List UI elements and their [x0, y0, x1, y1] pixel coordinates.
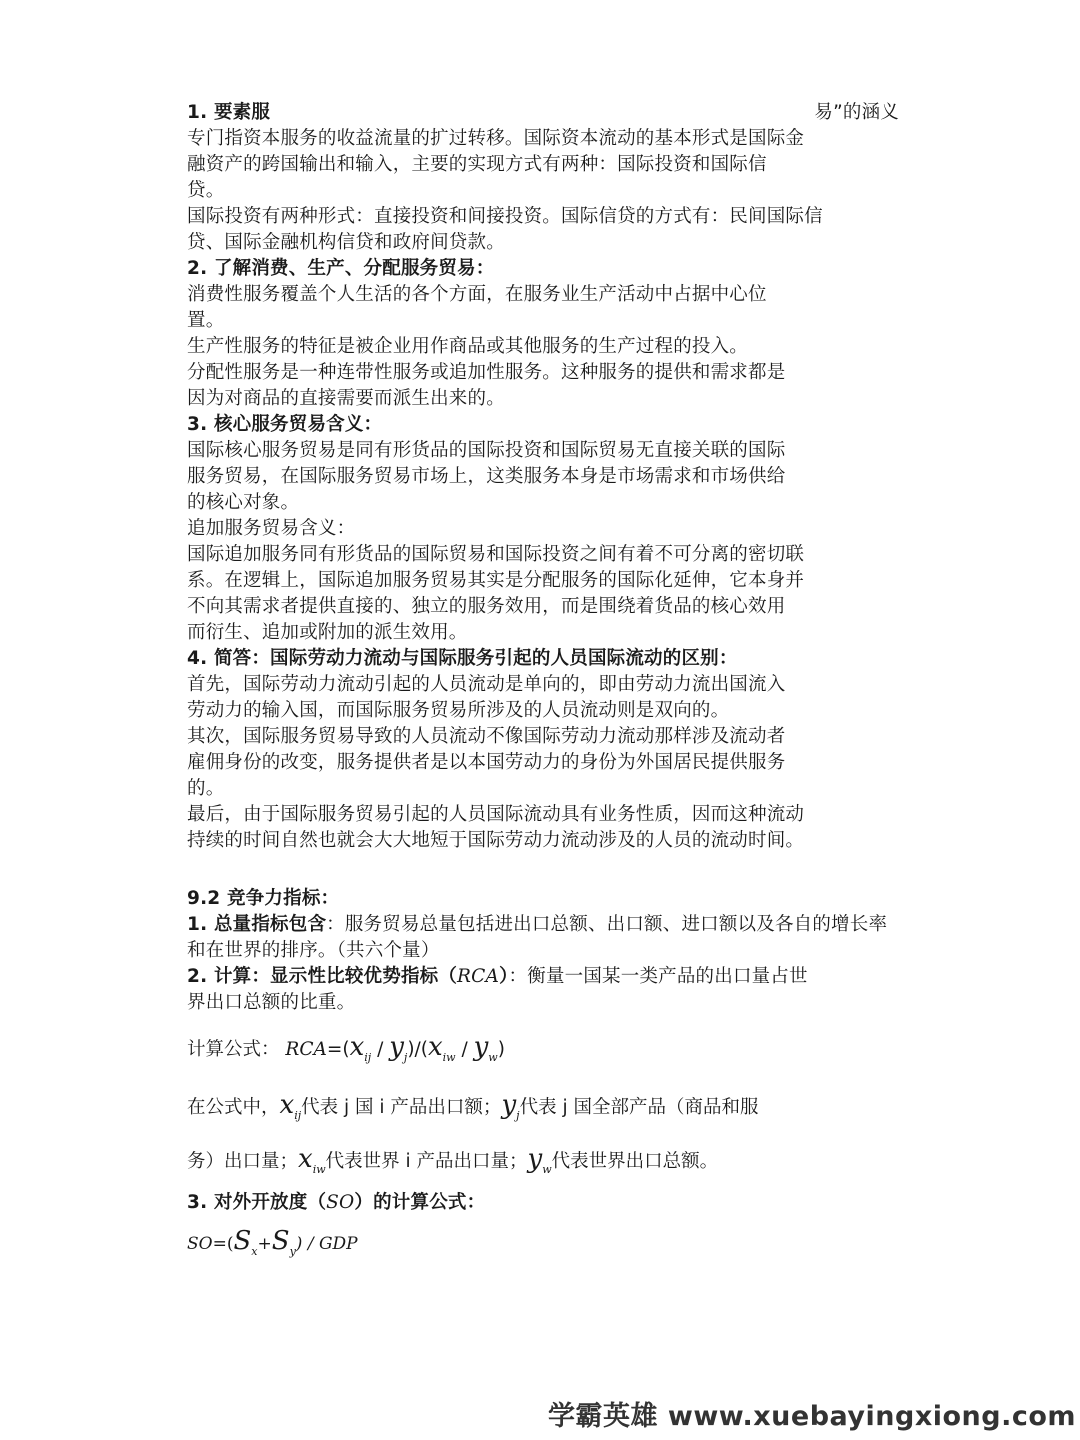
paragraph: 持续的时间自然也就会大大地短于国际劳动力流动涉及的人员的流动时间。	[187, 830, 805, 851]
paragraph: 首先，国际劳动力流动引起的人员流动是单向的，即由劳动力流出国流入	[187, 674, 786, 695]
so-formula	[187, 1226, 899, 1260]
symbol-yw: y	[527, 1144, 543, 1174]
so-s: S	[233, 1226, 252, 1256]
formula-explanation-line-1	[187, 1090, 899, 1126]
paragraph: 雇佣身份的改变，服务提供者是以本国劳动力的身份为外国居民提供服务	[187, 752, 786, 773]
item-2-label: 2. 计算：显示性比较优势指标（	[187, 966, 458, 987]
so-eq: =(	[212, 1234, 234, 1254]
item-1-text: ：服务贸易总量包括进出口总额、出口额、进口额以及各自的增长率	[326, 914, 888, 935]
so-heading-post: ）的计算公式：	[354, 1192, 486, 1213]
item-1-label: 1. 总量指标包含	[187, 914, 327, 935]
paragraph: 贷、国际金融机构信贷和政府间贷款。	[187, 232, 505, 253]
watermark: 学霸英雄 www.xuebayingxiong.com	[548, 1401, 1077, 1432]
symbol-xw: x	[298, 1144, 313, 1174]
section-4-heading: 4. 简答：国际劳动力流动与国际服务引起的人员国际流动的区别：	[187, 648, 738, 669]
symbol-x-sub: ij	[294, 1109, 302, 1122]
section-1-heading-right: 易”的涵义	[814, 102, 899, 123]
formula-label: 计算公式：	[187, 1039, 280, 1060]
so-sy: y	[289, 1245, 296, 1258]
paragraph: 生产性服务的特征是被企业用作商品或其他服务的生产过程的投入。	[187, 336, 749, 357]
paragraph: 置。	[187, 310, 225, 331]
section-1-heading-left: 1. 要素服	[187, 102, 271, 123]
section-3-heading: 3. 核心服务贸易含义：	[187, 414, 383, 435]
formula-x: x	[349, 1032, 365, 1062]
symbol-y: y	[501, 1090, 517, 1120]
section-9-2-heading: 9.2 竞争力指标：	[187, 888, 340, 909]
paragraph: 界出口总额的比重。	[187, 992, 356, 1013]
section-2-heading: 2. 了解消费、生产、分配服务贸易：	[187, 258, 495, 279]
item-2-text: ：衡量一国某一类产品的出口量占世	[508, 966, 808, 987]
rca-formula	[187, 1032, 899, 1068]
item-2-close: ）	[499, 966, 509, 987]
symbol-xw-sub: iw	[312, 1163, 326, 1176]
paragraph: 专门指资本服务的收益流量的扩过转移。国际资本流动的基本形式是国际金	[187, 128, 805, 149]
so-plus: +	[257, 1234, 272, 1254]
formula-lhs: RCA	[285, 1039, 327, 1060]
symbol-x: x	[279, 1090, 295, 1120]
paragraph: 和在世界的排序。（共六个量）	[187, 940, 440, 961]
paragraph: 贷。	[187, 180, 225, 201]
paragraph: 国际核心服务贸易是同有形货品的国际投资和国际贸易无直接关联的国际	[187, 440, 786, 461]
formula-y: y	[389, 1032, 404, 1062]
formula-yw: y	[473, 1032, 489, 1062]
section-1-heading	[187, 100, 899, 126]
explain-text: 代表世界 i 产品出口量；	[325, 1151, 528, 1172]
paragraph: 最后，由于国际服务贸易引起的人员国际流动具有业务性质，因而这种流动	[187, 804, 805, 825]
paragraph: 的核心对象。	[187, 492, 300, 513]
symbol-y-sub: j	[516, 1109, 520, 1122]
explain-text: 代表 j 国 i 产品出口额；	[301, 1097, 502, 1118]
explain-text: 在公式中，	[187, 1097, 280, 1118]
so-heading-abbr: SO	[326, 1192, 355, 1213]
formula-slash: /	[371, 1039, 390, 1060]
so-s2: S	[271, 1226, 290, 1256]
formula-y-sub: j	[403, 1051, 408, 1064]
paragraph: 融资产的跨国输出和输入，主要的实现方式有两种：国际投资和国际信	[187, 154, 767, 175]
paragraph: 而衍生、追加或附加的派生效用。	[187, 622, 468, 643]
item-2	[187, 964, 899, 990]
formula-mid: )/(	[407, 1039, 428, 1060]
formula-yw-sub: w	[488, 1051, 498, 1064]
so-lhs: SO	[187, 1234, 213, 1254]
formula-explanation-line-2	[187, 1144, 899, 1180]
item-2-abbr: RCA	[457, 966, 500, 987]
formula-eq: =(	[326, 1039, 350, 1060]
paragraph: 服务贸易，在国际服务贸易市场上，这类服务本身是市场需求和市场供给	[187, 466, 786, 487]
so-sx: x	[251, 1245, 258, 1258]
paragraph: 系。在逻辑上，国际追加服务贸易其实是分配服务的国际化延伸，它本身并	[187, 570, 805, 591]
paragraph: 国际投资有两种形式：直接投资和间接投资。国际信贷的方式有：民间国际信	[187, 206, 823, 227]
explain-text: 代表世界出口总额。	[551, 1151, 719, 1172]
paragraph: 因为对商品的直接需要而派生出来的。	[187, 388, 505, 409]
symbol-yw-sub: w	[542, 1163, 552, 1176]
item-1	[187, 912, 899, 938]
so-rest: ) / GDP	[295, 1234, 358, 1254]
paragraph: 劳动力的输入国，而国际服务贸易所涉及的人员流动则是双向的。	[187, 700, 730, 721]
explain-text: 代表 j 国全部产品（商品和服	[519, 1097, 759, 1118]
formula-xw-sub: iw	[442, 1051, 456, 1064]
formula-slash: /	[455, 1039, 474, 1060]
section-so-heading	[187, 1190, 899, 1216]
so-heading-pre: 3. 对外开放度（	[187, 1192, 327, 1213]
paragraph: 不向其需求者提供直接的、独立的服务效用，而是围绕着货品的核心效用	[187, 596, 786, 617]
explain-text: 务）出口量；	[187, 1151, 299, 1172]
formula-x-sub: ij	[364, 1051, 372, 1064]
document-body	[187, 100, 899, 1260]
paragraph: 消费性服务覆盖个人生活的各个方面，在服务业生产活动中占据中心位	[187, 284, 767, 305]
paragraph: 追加服务贸易含义：	[187, 518, 356, 539]
paragraph: 国际追加服务同有形货品的国际贸易和国际投资之间有着不可分离的密切联	[187, 544, 805, 565]
paragraph: 其次，国际服务贸易导致的人员流动不像国际劳动力流动那样涉及流动者	[187, 726, 786, 747]
formula-xw: x	[427, 1032, 443, 1062]
formula-end: )	[497, 1039, 505, 1060]
paragraph: 分配性服务是一种连带性服务或追加性服务。这种服务的提供和需求都是	[187, 362, 786, 383]
paragraph: 的。	[187, 778, 225, 799]
